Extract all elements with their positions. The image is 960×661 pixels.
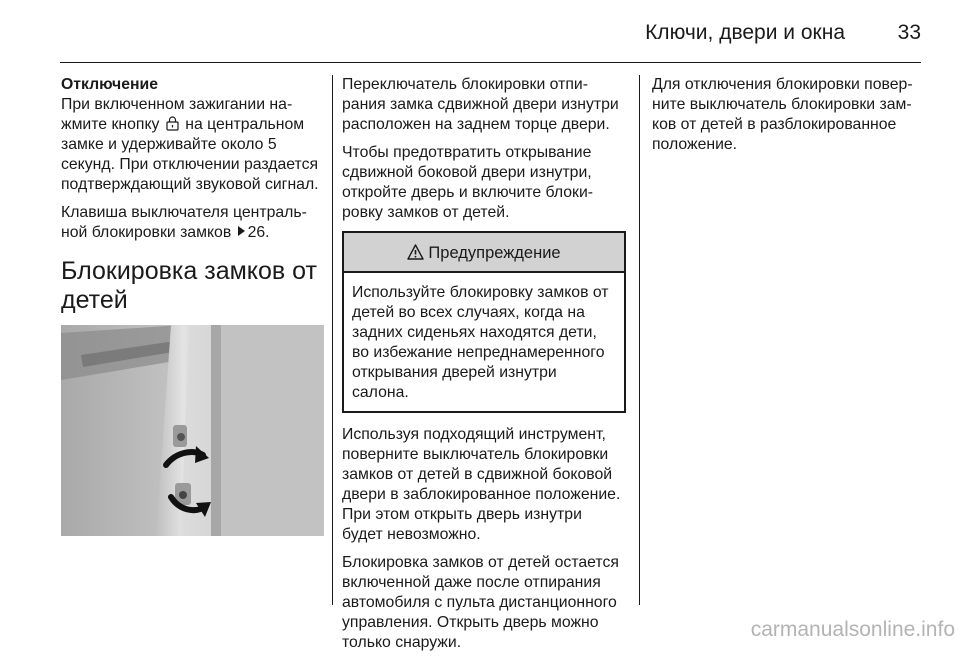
column-divider — [639, 75, 640, 605]
header-divider — [60, 62, 921, 63]
paragraph-text: Клавиша выключателя центральной блокировки замков — [61, 204, 307, 241]
paragraph: Чтобы предотвратить открывание сдвижной боковой двери изнутри, откройте дверь и включите блокировку замков от детей. — [342, 144, 594, 221]
paragraph — [61, 95, 327, 195]
column-left — [61, 75, 327, 315]
column-divider — [332, 75, 333, 605]
paragraph-text: При включенном зажигании нажмите кнопку — [61, 96, 293, 133]
column-right — [652, 75, 927, 163]
paragraph — [61, 203, 327, 243]
page-reference: 26. — [247, 224, 270, 241]
lock-icon — [166, 116, 179, 131]
paragraph: Блокировка замков от детей остается включенной даже после отпирания автомобиля с пульта дистанционного управления. Открыть дверь можно только снаружи. — [342, 554, 619, 651]
door-illustration-icon — [61, 325, 324, 536]
warning-title: Предупреждение — [428, 244, 561, 262]
page-number: 33 — [897, 21, 921, 44]
paragraph-text: на центральном замке и удерживайте около 5 секунд. При отключении раздается подтверждающий звуковой сигнал. — [61, 116, 319, 193]
paragraph: Переключатель блокировки отпирания замка сдвижной двери изнутри расположен на заднем торце двери. — [342, 76, 619, 133]
paragraph: Используя подходящий инструмент, поверните выключатель блокировки замков от детей в сдвижной боковой двери в заблокированное положение. При этом открыть дверь изнутри будет невозможно. — [342, 426, 621, 543]
child-lock-illustration — [61, 325, 324, 536]
section-heading-child-lock: Блокировка замков от детей — [61, 257, 317, 314]
running-header-title: Ключи, двери и окна — [645, 21, 845, 44]
column-middle — [342, 75, 626, 661]
warning-body: Используйте блокировку замков от детей во всех случаях, когда на задних сиденьях находятся дети, во избежание непреднамеренного открывания дверей изнутри салона. — [352, 284, 609, 401]
warning-header — [344, 233, 624, 273]
paragraph: Для отключения блокировки поверните выключатель блокировки замков от детей в разблокированное положение. — [652, 76, 913, 153]
subheading-disable: Отключение — [61, 76, 159, 93]
warning-box — [342, 231, 626, 413]
watermark: carmanualsonline.info — [750, 618, 955, 641]
warning-triangle-icon — [407, 244, 424, 260]
arrow-right-icon — [238, 226, 245, 236]
